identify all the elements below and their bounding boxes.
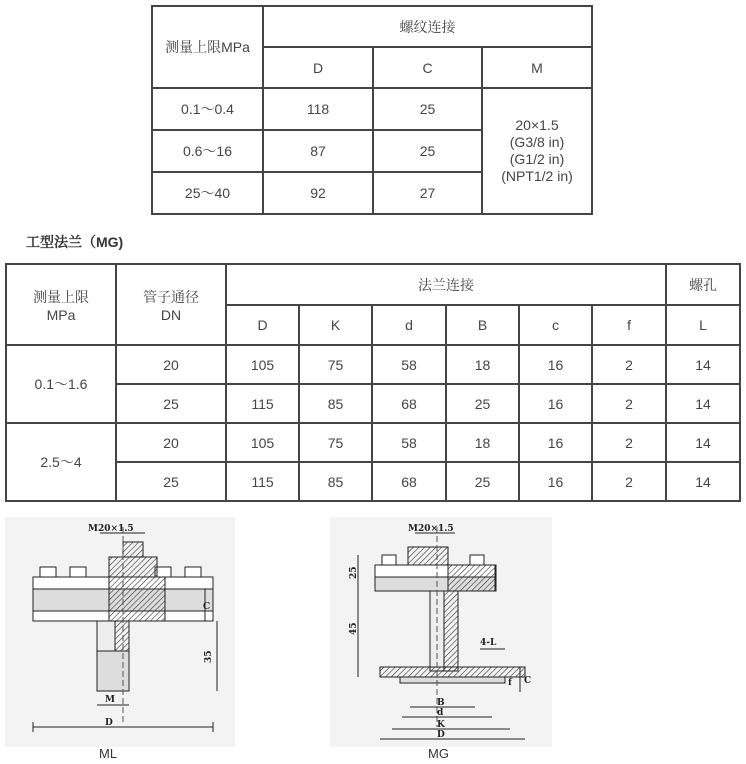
ml-label-thread: M20×1.5 (88, 524, 134, 534)
table-row (6, 345, 740, 384)
header-dn-line: DN (160, 306, 182, 323)
header-dn-line: 管子通径 (143, 288, 199, 305)
cell: 25 (116, 462, 226, 501)
mg-label-l: 4-L (480, 638, 497, 648)
cell-d: 92 (263, 172, 373, 214)
m-line: (G3/8 in) (509, 134, 565, 150)
flange-section-title: 工型法兰（MG) (26, 234, 124, 250)
mg-label-c: C (524, 676, 532, 686)
cell: 2 (592, 423, 666, 462)
subheader-d: D (263, 47, 373, 88)
mg-label-thread: M20×1.5 (408, 524, 454, 534)
m-line: 20×1.5 (515, 117, 559, 133)
ml-label-h: 35 (204, 650, 214, 663)
ml-caption: ML (99, 746, 118, 761)
cell-c: 27 (373, 172, 482, 214)
subheader-c: c (519, 305, 592, 345)
cell: 75 (299, 345, 372, 384)
cell: 115 (226, 462, 299, 501)
header-flange-connection: 法兰连接 (226, 264, 666, 305)
m-line: (G1/2 in) (509, 151, 565, 167)
cell: 16 (519, 462, 592, 501)
cell: 2 (592, 462, 666, 501)
mg-technical-drawing (330, 517, 552, 747)
cell: 16 (519, 423, 592, 462)
subheader-l: L (666, 305, 740, 345)
cell: 58 (372, 345, 446, 384)
cell-range-group: 0.1～1.6 (6, 345, 116, 423)
header-range: 测量上限MPa (152, 6, 263, 88)
mg-label-h2: 45 (349, 622, 359, 635)
cell: 18 (446, 423, 519, 462)
cell: 85 (299, 384, 372, 423)
cell: 16 (519, 345, 592, 384)
cell: 2 (592, 345, 666, 384)
cell-range: 25～40 (152, 172, 263, 214)
cell-d: 87 (263, 130, 373, 172)
subheader-m: M (482, 47, 592, 88)
flange-connection-table (5, 263, 741, 502)
subheader-d: D (226, 305, 299, 345)
mg-label-k: K (437, 720, 445, 730)
header-range (6, 264, 116, 345)
cell: 85 (299, 462, 372, 501)
cell-c: 25 (373, 130, 482, 172)
cell: 14 (666, 345, 740, 384)
ml-label-m: M (105, 695, 115, 705)
cell: 25 (446, 384, 519, 423)
cell: 14 (666, 384, 740, 423)
subheader-c: C (373, 47, 482, 88)
header-bolt-hole: 螺孔 (666, 264, 740, 305)
table-row (6, 423, 740, 462)
mg-drawing (330, 517, 552, 747)
cell: 16 (519, 384, 592, 423)
mg-label-b: B (437, 698, 445, 708)
cell: 105 (226, 345, 299, 384)
cell: 58 (372, 423, 446, 462)
cell: 18 (446, 345, 519, 384)
header-range-line: 测量上限 (33, 288, 89, 305)
subheader-small-d: d (372, 305, 446, 345)
subheader-b: B (446, 305, 519, 345)
table-row (152, 88, 592, 130)
cell: 2 (592, 384, 666, 423)
cell-range: 0.6～16 (152, 130, 263, 172)
cell: 14 (666, 423, 740, 462)
cell-range-group: 2.5～4 (6, 423, 116, 501)
cell: 68 (372, 462, 446, 501)
cell-m-thread-spec (482, 88, 592, 214)
cell: 14 (666, 462, 740, 501)
m-line: (NPT1/2 in) (501, 168, 573, 184)
mg-label-h1: 25 (349, 566, 359, 579)
table-row (6, 384, 740, 423)
mg-label-f: f (508, 678, 512, 688)
cell: 25 (116, 384, 226, 423)
cell: 20 (116, 423, 226, 462)
mg-label-d: D (437, 730, 445, 740)
ml-drawing (5, 517, 235, 747)
cell-c: 25 (373, 88, 482, 130)
mg-caption: MG (428, 746, 449, 761)
header-thread-connection: 螺纹连接 (263, 6, 592, 47)
cell: 20 (116, 345, 226, 384)
cell-range: 0.1～0.4 (152, 88, 263, 130)
cell: 75 (299, 423, 372, 462)
cell: 105 (226, 423, 299, 462)
table-row (6, 462, 740, 501)
mg-label-small-d: d (437, 708, 444, 718)
thread-connection-table (151, 5, 593, 215)
cell: 25 (446, 462, 519, 501)
subheader-k: K (299, 305, 372, 345)
ml-technical-drawing (5, 517, 235, 747)
cell-d: 118 (263, 88, 373, 130)
ml-label-c: C (203, 602, 211, 612)
cell: 115 (226, 384, 299, 423)
cell: 68 (372, 384, 446, 423)
header-dn (116, 264, 226, 345)
header-range-line: MPa (46, 306, 76, 323)
ml-label-d: D (105, 718, 113, 728)
subheader-f: f (592, 305, 666, 345)
